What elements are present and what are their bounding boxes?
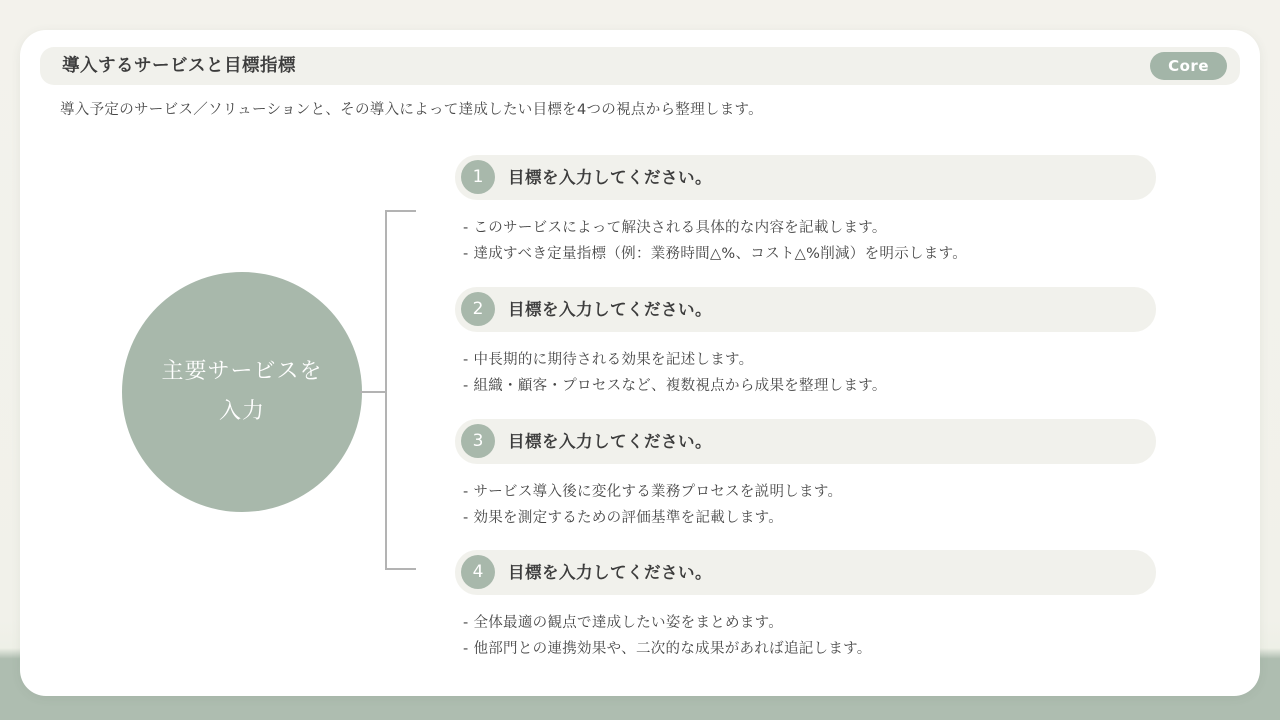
- goal-bullets-1: [455, 215, 1156, 267]
- connector-top-stub: [385, 210, 416, 212]
- goal-number-badge-4: 4: [461, 555, 495, 589]
- connector-vertical-line: [385, 210, 387, 570]
- connector-bottom-stub: [385, 568, 416, 570]
- goal-number-badge-3: 3: [461, 424, 495, 458]
- bullet-line: - 全体最適の観点で達成したい姿をまとめます。: [463, 615, 784, 631]
- bullet-line: - 達成すべき定量指標（例：業務時間△%、コスト△%削減）を明示します。: [463, 246, 968, 262]
- goal-input-bar-4[interactable]: [455, 550, 1156, 595]
- bullet-line: - 他部門との連携効果や、二次的な成果があれば追記します。: [463, 641, 872, 657]
- goal-group-1: [455, 155, 1156, 267]
- goal-input-bar-3[interactable]: [455, 419, 1156, 464]
- subtitle: 導入予定のサービス／ソリューションと、その導入によって達成したい目標を4つの視点から整理します。: [60, 102, 763, 118]
- connector-middle-line: [360, 391, 387, 393]
- goal-number-badge-1: 1: [461, 160, 495, 194]
- bullet-line: - 中長期的に期待される効果を記述します。: [463, 352, 754, 368]
- bullet-line: - 効果を測定するための評価基準を記載します。: [463, 510, 784, 526]
- goal-heading-2: 目標を入力してください。: [508, 300, 712, 319]
- center-circle-text-line2: 入力: [218, 399, 265, 424]
- goal-number-badge-2: 2: [461, 292, 495, 326]
- goal-group-2: [455, 287, 1156, 399]
- bullet-line: - このサービスによって解決される具体的な内容を記載します。: [463, 220, 887, 236]
- center-circle-text-line1: 主要サービスを: [161, 359, 323, 384]
- goal-heading-3: 目標を入力してください。: [508, 432, 712, 451]
- goal-bullets-4: [455, 610, 1156, 662]
- goal-group-3: [455, 419, 1156, 531]
- goal-heading-4: 目標を入力してください。: [508, 563, 712, 582]
- core-badge: Core: [1150, 52, 1227, 80]
- bullet-line: - サービス導入後に変化する業務プロセスを説明します。: [463, 484, 843, 500]
- header-bar: [40, 47, 1240, 85]
- page-title: 導入するサービスと目標指標: [62, 56, 296, 76]
- goal-group-4: [455, 550, 1156, 662]
- bullet-line: - 組織・顧客・プロセスなど、複数視点から成果を整理します。: [463, 378, 887, 394]
- goal-input-bar-1[interactable]: [455, 155, 1156, 200]
- goal-bullets-3: [455, 479, 1156, 531]
- slide-card: [20, 30, 1260, 696]
- goal-heading-1: 目標を入力してください。: [508, 168, 712, 187]
- center-circle-input[interactable]: [122, 272, 362, 512]
- goal-bullets-2: [455, 347, 1156, 399]
- goal-input-bar-2[interactable]: [455, 287, 1156, 332]
